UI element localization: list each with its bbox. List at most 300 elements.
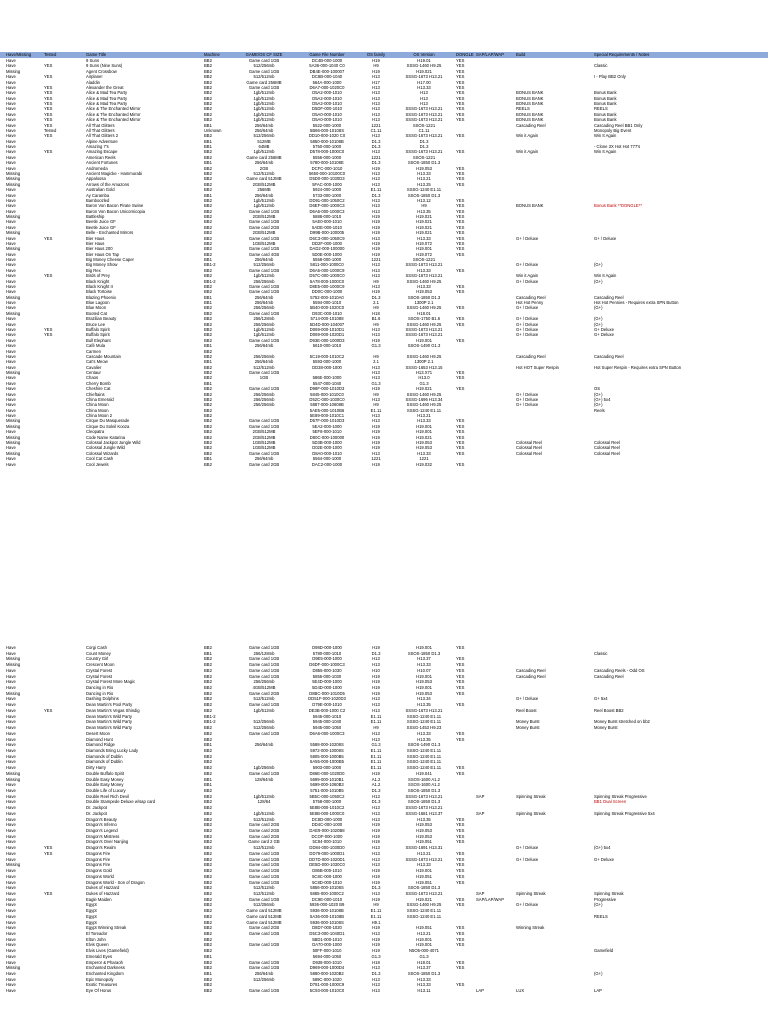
table-row: [0, 246, 768, 251]
cell-build: BONUS BANK: [516, 101, 544, 107]
cell-os-family: H13: [372, 450, 380, 456]
cell-machine: BB1: [204, 294, 212, 300]
cell-os-version: SSSG-1673 H13.21: [405, 890, 443, 896]
cell-cf-size: Game card 1GB: [248, 337, 280, 343]
cell-game-title: Dragons Gold: [86, 868, 112, 874]
cell-dongle: YES: [456, 170, 465, 176]
cell-machine: BB2: [204, 208, 212, 214]
cell-dongle: YES: [456, 434, 465, 440]
table-row: [0, 139, 768, 144]
cell-file-number: 5D0E-000-1000: [312, 251, 342, 257]
cell-machine: BB2: [204, 348, 212, 354]
table-row: [0, 771, 768, 776]
cell-machine: BB1-2: [204, 719, 216, 725]
cell-os-family: H13: [372, 856, 380, 862]
cell-notes: Cascading Reel: [594, 673, 624, 679]
cell-os-version: H19.001: [416, 868, 432, 874]
cell-machine: BB2: [204, 267, 212, 273]
cell-file-number: 5522-000-1000: [312, 122, 342, 128]
cell-game-title: Double Life of Luxury: [86, 788, 126, 793]
cell-machine: BB2: [204, 850, 212, 856]
table-row: [0, 338, 768, 343]
table-row: [0, 759, 768, 764]
cell-os-version: H18.01: [417, 959, 431, 965]
cell-game-title: Carmen: [86, 348, 101, 354]
table-row: [0, 171, 768, 176]
cell-status: Have: [6, 868, 16, 874]
cell-file-number: 586E-000-1000: [312, 375, 342, 381]
cell-cf-size: 1gb/512mb: [253, 106, 275, 112]
cell-game-title: Bruce Lee: [86, 321, 106, 327]
cell-notes: G+ 5x4: [594, 696, 608, 702]
cell-os-family: H13: [372, 364, 380, 370]
cell-game-title: Chaos: [86, 375, 99, 381]
cell-cf-size: Game card 1GB: [248, 289, 280, 295]
cell-machine: BB1-2: [204, 713, 216, 719]
cell-status: Have: [6, 913, 16, 919]
cell-os-version: SSSG-1460 H9.25: [406, 902, 442, 908]
cell-os-version: H19.053: [416, 833, 432, 839]
cell-build: LUX: [516, 988, 525, 994]
cell-machine: BB2: [204, 679, 212, 685]
cell-machine: BB2: [204, 685, 212, 691]
cell-status: Missing: [6, 690, 21, 696]
header-notes: Special Requirements / Notes: [594, 52, 650, 57]
cell-build: Spinning Streak: [516, 890, 546, 896]
cell-os-version: H13.35: [417, 702, 431, 708]
cell-game-title: All That Glitters 2: [86, 133, 119, 139]
cell-machine: BB2: [204, 873, 212, 879]
cell-status: Have: [6, 788, 16, 793]
cell-file-number: 5856-000-10108S: [310, 885, 344, 891]
cell-game-title: Bull Elephant: [86, 337, 111, 343]
cell-build: Colossal Reel: [516, 445, 542, 451]
cell-cf-size: 512/256mb: [253, 719, 275, 725]
cell-status: Have: [6, 224, 16, 230]
cell-status: Have: [6, 402, 16, 408]
cell-file-number: 5E4D-000-1000: [312, 679, 342, 685]
cell-status: Missing: [6, 370, 21, 376]
cell-game-title: Australian Gold: [86, 187, 115, 193]
cell-os-family: H19: [372, 68, 380, 74]
cell-os-version: SSOS-1850 D1.3: [407, 971, 441, 977]
cell-os-version: N5O5-000-4071: [408, 948, 440, 954]
cell-game-title: Dragon's Inferno: [86, 822, 117, 828]
cell-tested: Tested: [44, 127, 57, 133]
cell-os-family: H19: [372, 770, 380, 776]
cell-game-title: China Moon: [86, 407, 109, 413]
cell-machine: BB2: [204, 805, 212, 811]
cell-notes: Cascading Reel: [594, 294, 624, 300]
cell-cf-size: Game card 1GB: [248, 283, 280, 289]
table-row: [0, 656, 768, 661]
cell-os-version: H19.053: [416, 828, 432, 834]
cell-dongle: YES: [456, 839, 465, 845]
cell-os-version: 1300P 2.1: [414, 300, 434, 306]
cell-cf-size: 256/64mb: [254, 742, 274, 748]
cell-game-title: Cleopatra: [86, 429, 105, 435]
cell-dongle: YES: [456, 316, 465, 322]
cell-os-version: H13.33: [417, 976, 431, 982]
cell-os-version: H19.051: [416, 873, 432, 879]
cell-file-number: 5936-000-1020 B9: [309, 902, 345, 908]
cell-os-version: SSSG-1460 H9.25: [406, 278, 442, 284]
cell-os-family: H19: [372, 839, 380, 845]
cell-build: BONUS BANK: [516, 117, 544, 123]
cell-game-title: Dirty Harry: [86, 765, 107, 771]
cell-file-number: DCFC-000-1010: [311, 165, 343, 171]
cell-notes: Money Burst: [594, 725, 618, 731]
cell-os-family: H19: [372, 219, 380, 225]
cell-tested: YES: [44, 90, 53, 96]
table-row: [0, 279, 768, 284]
table-row: [0, 862, 768, 867]
cell-notes: - Clone 3X Hot Hot 777's: [594, 144, 641, 150]
table-row: [0, 166, 768, 171]
cell-os-version: SSSG-1673 H13.21: [405, 149, 443, 155]
cell-status: Have: [6, 267, 16, 273]
cell-cf-size: Game card 1GB: [248, 662, 280, 668]
cell-status: Have: [6, 753, 16, 759]
cell-dongle: YES: [456, 58, 465, 63]
cell-game-title: Elvis Lives (Gamefield): [86, 948, 129, 954]
table-row: [0, 942, 768, 947]
cell-os-family: E1.11: [370, 713, 382, 719]
cell-game-title: All That Glitters: [86, 122, 115, 128]
cell-file-number: 5650-000-10100C0: [308, 170, 346, 176]
cell-game-title: Cat's Meow: [86, 359, 108, 365]
cell-game-title: Bier Haus 200: [86, 246, 113, 252]
cell-machine: BB2: [204, 386, 212, 392]
cell-machine: BB2: [204, 856, 212, 862]
cell-os-version: SSOS-1221: [412, 257, 436, 263]
cell-game-title: Diamonds Bring Lucky Lady: [86, 747, 139, 753]
cell-machine: BB2: [204, 111, 212, 117]
cell-file-number: D5A2-000-1010: [312, 101, 342, 107]
table-row: [0, 817, 768, 822]
cell-machine: BB2: [204, 353, 212, 359]
cell-os-family: H13: [372, 418, 380, 424]
cell-os-version: SSSG-1240 E1.11: [406, 753, 442, 759]
cell-status: Have: [6, 197, 16, 203]
table-row: [0, 902, 768, 907]
cell-game-title: Big Money Cheese Caper: [86, 257, 134, 263]
cell-status: Have: [6, 839, 16, 845]
cell-cf-size: 4GB/512MB: [252, 685, 276, 691]
cell-os-version: H13.21: [417, 413, 431, 419]
cell-status: Have: [6, 337, 16, 343]
cell-dongle: YES: [456, 418, 465, 424]
table-row: [0, 777, 768, 782]
cell-cf-size: Game card 256MB: [246, 154, 282, 160]
cell-notes: Bonus Bank: [594, 111, 617, 117]
cell-cf-size: 1gb/512mb: [253, 203, 275, 209]
cell-os-version: SSSG-1653 H13.15: [405, 364, 443, 370]
cell-cf-size: 512/512mb: [253, 364, 275, 370]
cell-file-number: 5924-000-1000: [312, 187, 342, 193]
cell-file-number: D99B-000-100005: [309, 230, 345, 236]
cell-cf-size: Game card 1GB: [248, 235, 280, 241]
cell-status: Have: [6, 396, 16, 402]
cell-status: Missing: [6, 310, 21, 316]
cell-game-title: Dragon's Mistress: [86, 833, 120, 839]
cell-os-family: H9.1: [371, 919, 381, 925]
cell-status: Have: [6, 343, 16, 349]
table-row: [0, 696, 768, 701]
cell-os-family: H18: [372, 959, 380, 965]
cell-os-version: SSOS-1850 D1.3: [407, 799, 441, 805]
cell-build: Colossal Reel: [516, 439, 542, 445]
cell-os-version: SSSG-1673 H13.21: [405, 74, 443, 80]
table-row: [0, 408, 768, 413]
table-row: [0, 719, 768, 724]
cell-os-family: D1.3: [371, 799, 381, 805]
cell-os-family: H13: [372, 111, 380, 117]
cell-os-version: H19.001: [416, 246, 432, 252]
cell-os-family: 1221: [371, 456, 381, 462]
table-row: [0, 327, 768, 332]
cell-build: Cascading Reel: [516, 673, 546, 679]
cell-status: Have: [6, 702, 16, 708]
cell-os-family: H13: [372, 976, 380, 982]
cell-machine: BB2: [204, 391, 212, 397]
cell-game-title: Dean Martin's Vegas Shindig: [86, 707, 140, 713]
cell-dongle: YES: [456, 101, 465, 107]
cell-dongle: YES: [456, 117, 465, 123]
cell-os-family: H13: [372, 988, 380, 994]
cell-tested: YES: [44, 149, 53, 155]
cell-machine: BB2: [204, 673, 212, 679]
cell-os-version: H13.33: [417, 730, 431, 736]
cell-build: Win it Again: [516, 133, 539, 139]
cell-file-number: D6A6-000-1000C3: [309, 208, 345, 214]
cell-cf-size: 1gb/512mb: [253, 793, 275, 799]
cell-file-number: 5558-000-1000: [312, 257, 342, 263]
cell-status: Have: [6, 278, 16, 284]
cell-file-number: 5945-000-1040: [312, 719, 342, 725]
cell-machine: BB1: [204, 782, 212, 788]
cell-game-title: Buffalo Spirit: [86, 327, 110, 332]
table-row: [0, 63, 768, 68]
cell-os-family: H17: [372, 79, 380, 85]
cell-machine: BB2: [204, 793, 212, 799]
cell-os-family: H19: [372, 925, 380, 931]
table-row: [0, 742, 768, 747]
cell-game-title: Double Easy Money: [86, 782, 124, 788]
table-row: [0, 977, 768, 982]
cell-game-title: Colossal Jackpot Jungle Wild: [86, 439, 141, 445]
table-row: [0, 230, 768, 235]
cell-file-number: 5556-000-1000: [312, 154, 342, 160]
cell-dongle: YES: [456, 690, 465, 696]
cell-os-family: A1.2: [371, 776, 381, 782]
cell-os-version: SSSG-1240 E1.11: [406, 747, 442, 753]
table-row: [0, 451, 768, 456]
cell-machine: BB2: [204, 667, 212, 673]
table-row: [0, 834, 768, 839]
cell-file-number: D938-000-1010: [312, 959, 342, 965]
table-row: [0, 74, 768, 79]
header-build: Build: [516, 52, 526, 57]
cell-game-title: Bier Haus On Tap: [86, 251, 119, 257]
cell-dongle: YES: [456, 850, 465, 856]
cell-machine: BB2: [204, 936, 212, 942]
table-row: [0, 435, 768, 440]
cell-build: G+ / Deluxe: [516, 327, 539, 332]
cell-machine: BB2: [204, 58, 212, 63]
cell-os-version: H19.021: [416, 896, 432, 902]
cell-game-title: Bier Haus: [86, 240, 105, 246]
cell-game-title: Blue Moon: [86, 305, 107, 311]
cell-build: Cascading Reel: [516, 122, 546, 128]
cell-status: Have: [6, 959, 16, 965]
cell-os-version: H13: [420, 101, 428, 107]
cell-notes: Bonus Bank: [594, 90, 617, 96]
cell-status: Missing: [6, 656, 21, 662]
cell-status: Have: [6, 219, 16, 225]
cell-game-title: Dragons Fire: [86, 850, 111, 856]
cell-dongle: YES: [456, 730, 465, 736]
cell-machine: BB2: [204, 149, 212, 155]
cell-game-title: Double Reel Rich Devil: [86, 793, 130, 799]
cell-os-family: B1.6: [371, 316, 381, 322]
table-row: [0, 214, 768, 219]
table-row: [0, 662, 768, 667]
cell-status: Have: [6, 833, 16, 839]
cell-file-number: 5699-000-1060B3: [310, 782, 344, 788]
table-row: [0, 462, 768, 467]
cell-file-number: D6A6-000-1000C3: [309, 730, 345, 736]
cell-cf-size: Game card 1GB: [248, 873, 280, 879]
cell-os-family: H13: [372, 197, 380, 203]
cell-os-family: H13: [372, 375, 380, 381]
cell-status: Missing: [6, 862, 21, 868]
cell-game-title: Baron Von Bacon Pirate Swine: [86, 203, 144, 209]
cell-os-version: H13.12: [417, 197, 431, 203]
table-row: [0, 300, 768, 305]
cell-sap-lap-wap: SAP/LAP/WAP: [476, 896, 505, 902]
cell-file-number: 5B66-000-10108S: [310, 127, 344, 133]
cell-dongle: YES: [456, 873, 465, 879]
cell-build: Money Burst: [516, 719, 540, 725]
table-row: [0, 187, 768, 192]
cell-dongle: YES: [456, 931, 465, 936]
cell-dongle: YES: [456, 736, 465, 742]
cell-dongle: YES: [456, 197, 465, 203]
cell-cf-size: 256/64mb: [254, 192, 274, 198]
cell-status: Have: [6, 380, 16, 386]
cell-machine: BB1: [204, 257, 212, 263]
cell-os-family: E1.11: [370, 765, 382, 771]
table-row: [0, 811, 768, 816]
cell-status: Have: [6, 332, 16, 338]
cell-os-version: SSSG-1460 H9.25: [406, 321, 442, 327]
cell-os-version: 1221: [419, 456, 429, 462]
cell-game-title: Dean Martin's Wild Party: [86, 725, 132, 731]
cell-file-number: 50FF-000-1010: [312, 948, 342, 954]
cell-os-version: H13: [420, 95, 428, 101]
cell-status: Have: [6, 117, 16, 123]
cell-game-title: Enchanted Kingdom: [86, 971, 124, 977]
table-row: [0, 748, 768, 753]
cell-os-version: H19.053: [416, 165, 432, 171]
cell-os-version: H13.33: [417, 267, 431, 273]
cell-status: Have: [6, 461, 16, 467]
cell-status: Have: [6, 645, 16, 650]
cell-os-family: 1221: [371, 122, 381, 128]
cell-os-version: H13.33: [417, 84, 431, 90]
cell-os-version: H10.07: [417, 667, 431, 673]
cell-os-family: E1.11: [370, 719, 382, 725]
cell-os-family: D1.3: [371, 160, 381, 166]
cell-dongle: YES: [456, 965, 465, 971]
cell-status: Have: [6, 856, 16, 862]
cell-build: G+ / Deluxe: [516, 696, 539, 702]
cell-os-family: H13: [372, 965, 380, 971]
cell-game-title: Cirque Du Soleil Kooza: [86, 423, 130, 429]
cell-cf-size: 256/256mb: [253, 278, 275, 284]
cell-notes: Cascading Reels - Odd OS: [594, 667, 645, 673]
cell-cf-size: 64MB: [258, 144, 270, 150]
cell-game-title: Egypt Winning Streak: [86, 925, 127, 931]
cell-tested: YES: [44, 117, 53, 123]
cell-machine: BB1: [204, 160, 212, 166]
cell-machine: BB2: [204, 862, 212, 868]
cell-game-title: Ancient Fortunes: [86, 160, 118, 166]
cell-dongle: YES: [456, 645, 465, 650]
cell-os-family: H19: [372, 873, 380, 879]
cell-game-title: Corgi Cash: [86, 645, 107, 650]
table-row: [0, 123, 768, 128]
table-row: [0, 58, 768, 63]
cell-notes: Reels: [594, 407, 605, 413]
cell-cf-size: 1gb/512mb: [253, 111, 275, 117]
cell-game-title: Emerald Eyes: [86, 953, 113, 959]
cell-status: Missing: [6, 230, 21, 236]
cell-file-number: 5850-000-10108B: [310, 138, 344, 144]
cell-os-version: D1.3: [419, 144, 429, 150]
cell-cf-size: 512/256mb: [253, 902, 275, 908]
cell-machine: BB2: [204, 214, 212, 220]
cell-game-title: Blazing Phoenix: [86, 294, 117, 300]
cell-os-version: SSSG-1240 E1.11: [406, 187, 442, 193]
cell-file-number: 5EA2-000-1000: [312, 423, 342, 429]
cell-status: Have: [6, 149, 16, 155]
cell-notes: Spinning Streak Progressive 5x4: [594, 810, 655, 816]
cell-os-family: H13: [372, 730, 380, 736]
cell-os-family: H9: [373, 305, 379, 311]
cell-machine: BB1: [204, 742, 212, 748]
cell-cf-size: Game card 1GB: [248, 673, 280, 679]
cell-status: Have: [6, 667, 16, 673]
cell-cf-size: Game card 1GB: [248, 959, 280, 965]
cell-os-version: D1.3: [419, 138, 429, 144]
cell-game-title: Alice & The Enchanted Mirror: [86, 106, 141, 112]
cell-dongle: YES: [456, 370, 465, 376]
cell-os-family: H13: [372, 283, 380, 289]
cell-game-title: Black Tortoise: [86, 289, 112, 295]
cell-file-number: DAC2-000-1000: [311, 461, 343, 467]
cell-cf-size: 256MB: [257, 187, 271, 193]
table-row: [0, 948, 768, 953]
cell-os-version: H13.33: [417, 170, 431, 176]
cell-game-title: 9 Suns (Nine Suns): [86, 63, 123, 69]
cell-dongle: YES: [456, 450, 465, 456]
cell-os-family: H13: [372, 203, 380, 209]
cell-file-number: 5945-000-1050: [312, 725, 342, 731]
cell-status: Have: [6, 650, 16, 656]
cell-game-title: Blue Lagoon: [86, 300, 110, 306]
